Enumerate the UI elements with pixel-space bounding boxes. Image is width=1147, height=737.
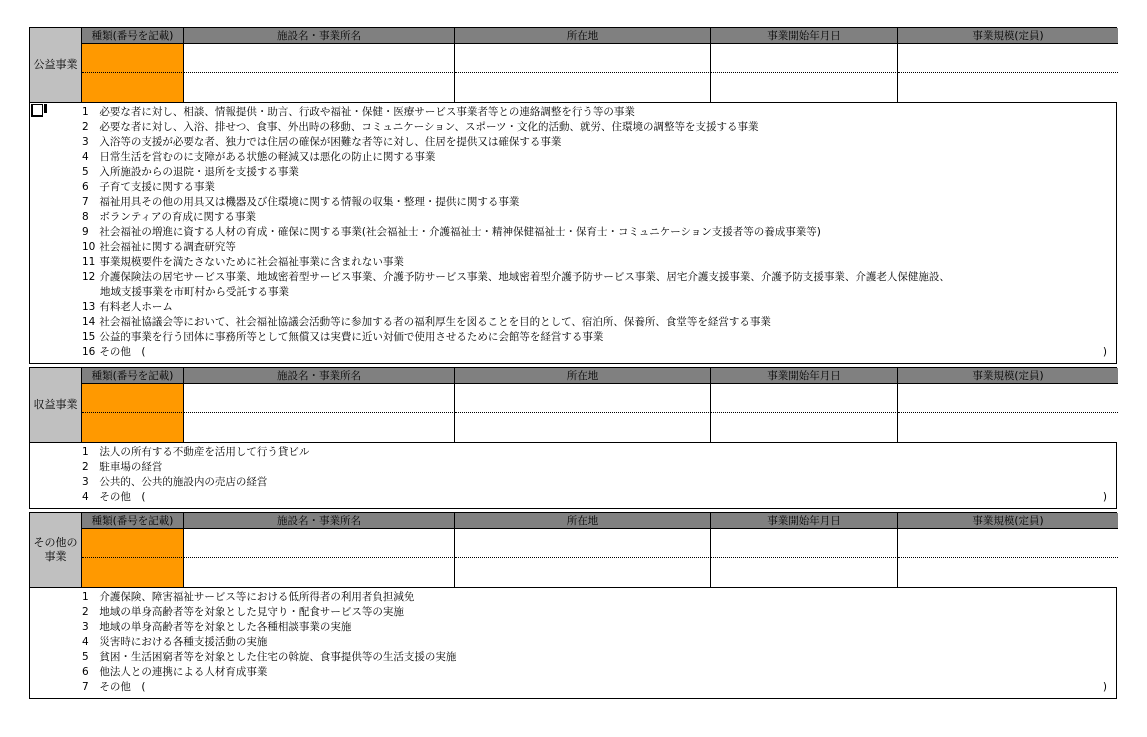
- type-input-cell[interactable]: [82, 529, 184, 558]
- type-input-cell[interactable]: [82, 413, 184, 442]
- facility-name-cell[interactable]: [184, 413, 455, 442]
- facility-name-cell[interactable]: [184, 44, 455, 73]
- list-item: 4 災害時における各種支援活動の実施: [82, 636, 268, 648]
- category-label: その他の事業: [30, 513, 82, 587]
- location-cell[interactable]: [455, 384, 711, 413]
- scale-cell[interactable]: [898, 529, 1118, 558]
- facility-name-cell[interactable]: [184, 384, 455, 413]
- input-table: [29, 512, 1117, 587]
- list-item: 9 社会福祉の増進に資する人材の育成・確保に関する事業(社会福祉士・介護福祉士・精神保健福祉士・保育士・コミュニケーション支援者等の養成事業等): [82, 226, 821, 238]
- start-date-cell[interactable]: [711, 529, 898, 558]
- facility-name-cell[interactable]: [184, 529, 455, 558]
- list-item: 13 有料老人ホーム: [82, 301, 173, 313]
- scale-cell[interactable]: [898, 413, 1118, 442]
- scale-cell[interactable]: [898, 558, 1118, 587]
- list-item: 14 社会福祉協議会等において、社会福祉協議会活動等に参加する者の福利厚生を図ることを目的として、宿泊所、保養所、食堂等を経営する事業: [82, 316, 771, 328]
- start-date-cell[interactable]: [711, 413, 898, 442]
- list-item: 1 介護保険、障害福祉サービス等における低所得者の利用者負担減免: [82, 591, 415, 603]
- section-public-interest: [29, 27, 1117, 364]
- list-item: 6 子育て支援に関する事業: [82, 181, 215, 193]
- location-cell[interactable]: [455, 413, 711, 442]
- type-input-cell[interactable]: [82, 384, 184, 413]
- list-item: 3 地域の単身高齢者等を対象とした各種相談事業の実施: [82, 621, 352, 633]
- location-cell[interactable]: [455, 44, 711, 73]
- list-item: 12 介護保険法の居宅サービス事業、地域密着型サービス事業、介護予防サービス事業、地域密着型介護予防サービス事業、居宅介護支援事業、介護予防支援事業、介護老人保健施設、: [82, 271, 950, 283]
- type-input-cell[interactable]: [82, 73, 184, 102]
- header-type: 種類(番号を記載): [82, 513, 184, 529]
- header-type: 種類(番号を記載): [82, 368, 184, 384]
- close-paren: ): [1102, 346, 1107, 358]
- list-item: 6 他法人との連携による人材育成事業: [82, 666, 268, 678]
- start-date-cell[interactable]: [711, 73, 898, 102]
- scale-cell[interactable]: [898, 73, 1118, 102]
- business-form-sheet: [29, 27, 1117, 699]
- close-paren: ): [1102, 681, 1107, 693]
- start-date-cell[interactable]: [711, 384, 898, 413]
- input-table: [29, 27, 1117, 102]
- list-item: 11 事業規模要件を満たさないために社会福祉事業に含まれない事業: [82, 256, 404, 268]
- location-cell[interactable]: [455, 558, 711, 587]
- list-item: 3 公共的、公共的施設内の売店の経営: [82, 476, 268, 488]
- location-cell[interactable]: [455, 529, 711, 558]
- header-facility-name: 施設名・事業所名: [184, 368, 455, 384]
- list-item: 3 入浴等の支援が必要な者、独力では住居の確保が困難な者等に対し、住居を提供又は確保する事業: [82, 136, 562, 148]
- input-table: [29, 367, 1117, 442]
- header-facility-name: 施設名・事業所名: [184, 513, 455, 529]
- business-type-list: [29, 442, 1117, 509]
- scale-cell[interactable]: [898, 44, 1118, 73]
- list-item-continuation: 地域支援事業を市町村から受託する事業: [100, 286, 289, 298]
- type-input-cell[interactable]: [82, 44, 184, 73]
- header-scale: 事業規模(定員): [898, 368, 1118, 384]
- start-date-cell[interactable]: [711, 558, 898, 587]
- list-item: 5 貧困・生活困窮者等を対象とした住宅の斡旋、食事提供等の生活支援の実施: [82, 651, 457, 663]
- header-location: 所在地: [455, 28, 711, 44]
- list-item: 1 法人の所有する不動産を活用して行う貸ビル: [82, 446, 310, 458]
- header-start-date: 事業開始年月日: [711, 368, 898, 384]
- header-facility-name: 施設名・事業所名: [184, 28, 455, 44]
- facility-name-cell[interactable]: [184, 73, 455, 102]
- business-type-list: [29, 587, 1117, 699]
- close-paren: ): [1102, 491, 1107, 503]
- list-item-other: 16 その他 ( ): [82, 346, 1107, 358]
- list-item: 15 公益的事業を行う団体に事務所等として無償又は実費に近い対価で使用させるために会館等を経営する事業: [82, 331, 604, 343]
- type-input-cell[interactable]: [82, 558, 184, 587]
- list-item: 10 社会福祉に関する調査研究等: [82, 241, 236, 253]
- list-item: 2 地域の単身高齢者等を対象とした見守り・配食サービス等の実施: [82, 606, 404, 618]
- facility-name-cell[interactable]: [184, 558, 455, 587]
- header-type: 種類(番号を記載): [82, 28, 184, 44]
- list-item-other: 7 その他 ( ): [82, 681, 1107, 693]
- location-cell[interactable]: [455, 73, 711, 102]
- list-item: 7 福祉用具その他の用具又は機器及び住環境に関する情報の収集・整理・提供に関する事業: [82, 196, 520, 208]
- category-label: 公益事業: [30, 28, 82, 102]
- header-start-date: 事業開始年月日: [711, 28, 898, 44]
- section-profit: [29, 367, 1117, 509]
- section-other: [29, 512, 1117, 699]
- header-start-date: 事業開始年月日: [711, 513, 898, 529]
- header-location: 所在地: [455, 513, 711, 529]
- list-item: 2 必要な者に対し、入浴、排せつ、食事、外出時の移動、コミュニケーション、スポーツ・文化的活動、就労、住環境の調整等を支援する事業: [82, 121, 759, 133]
- scale-cell[interactable]: [898, 384, 1118, 413]
- list-item: 5 入所施設からの退院・退所を支援する事業: [82, 166, 299, 178]
- header-location: 所在地: [455, 368, 711, 384]
- list-item: 1 必要な者に対し、相談、情報提供・助言、行政や福祉・保健・医療サービス事業者等との連絡調整を行う等の事業: [82, 106, 635, 118]
- list-item: 2 駐車場の経営: [82, 461, 163, 473]
- header-scale: 事業規模(定員): [898, 513, 1118, 529]
- list-item: 4 日常生活を営むのに支障がある状態の軽減又は悪化の防止に関する事業: [82, 151, 436, 163]
- category-label: 収益事業: [30, 368, 82, 442]
- business-type-list: [29, 102, 1117, 364]
- header-scale: 事業規模(定員): [898, 28, 1118, 44]
- list-item: 8 ボランティアの育成に関する事業: [82, 211, 257, 223]
- start-date-cell[interactable]: [711, 44, 898, 73]
- list-item-other: 4 その他 ( ): [82, 491, 1107, 503]
